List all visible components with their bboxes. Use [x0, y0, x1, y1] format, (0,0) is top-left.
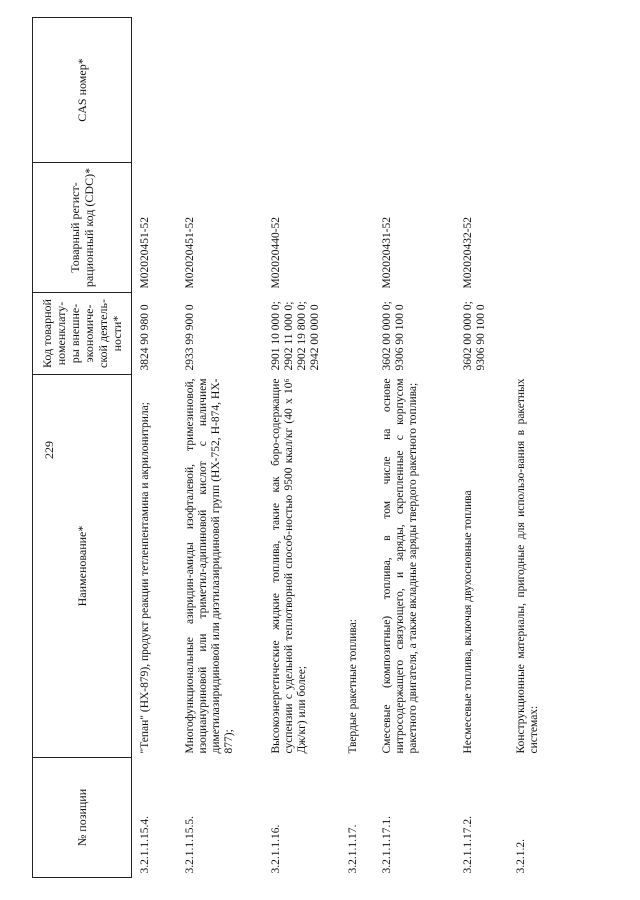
item-name-cell: Многофункциональные азиридин-амиды изофталевой, тримезиновой, изоциануриновой или триметил-адипиновой кислот с наличием диметилазиридиновой или диэтилазиридиновой групп (HX-752, H-874, HX-877);	[183, 378, 235, 754]
position-number-cell: 3.2.1.1.15.4.	[139, 816, 151, 874]
table-row	[184, 18, 270, 878]
cas-number-cell	[347, 18, 381, 163]
position-number-cell: 3.2.1.1.15.5.	[183, 816, 196, 874]
table-header-row	[33, 18, 132, 878]
cas-number-cell	[462, 18, 515, 163]
cas-number-cell	[381, 18, 462, 163]
item-name-cell: Твердые ракетные топлива:	[346, 619, 359, 754]
cas-number-cell	[184, 18, 270, 163]
header-tnved-code: Код товарной номенклату-ры внешне-экономиче-ской деятель-ности*	[33, 293, 132, 375]
tnved-code-cell	[184, 293, 270, 375]
item-name-cell: "Тепан" (HX-879), продукт реакции тетленпентамина и акрилонитрила;	[139, 402, 151, 754]
tnved-code-cell	[132, 293, 184, 375]
cdc-code-cell: M02020440-52	[269, 216, 282, 289]
nomenclature-table	[32, 17, 567, 878]
cas-number-cell	[270, 18, 347, 163]
position-number-cell: 3.2.1.2.	[514, 839, 527, 874]
table-row	[132, 18, 184, 878]
tnved-code-cell	[347, 293, 381, 375]
tnved-code-line: 2933 99 900 0	[183, 304, 196, 371]
cdc-code-cell	[347, 163, 381, 293]
position-number-cell: 3.2.1.1.17.	[346, 824, 359, 874]
table-row	[270, 18, 347, 878]
tnved-code-cell	[515, 293, 567, 375]
cdc-code-cell	[515, 163, 567, 293]
cas-number-cell	[515, 18, 567, 163]
cdc-code-cell: M02020431-52	[380, 216, 393, 289]
tnved-code-line: 9306 90 100 0	[474, 304, 487, 371]
tnved-code-line: 2901 10 000 0;	[269, 301, 282, 371]
position-number-cell: 3.2.1.1.17.2.	[461, 816, 474, 874]
header-cdc-code: Товарный регист-рационный код (CDC)*	[33, 163, 132, 293]
tnved-code-line: 2902 11 000 0;	[282, 301, 295, 371]
header-position-number: № позиции	[33, 758, 132, 878]
item-name-cell: Несмесевые топлива, включая двухосновные топлива	[461, 490, 474, 754]
tnved-code-cell	[462, 293, 515, 375]
table-row	[462, 18, 515, 878]
table-row	[347, 18, 381, 878]
tnved-code-cell	[270, 293, 347, 375]
tnved-code-line: 3602 00 000 0;	[380, 301, 393, 371]
tnved-code-line: 3602 00 000 0;	[461, 301, 474, 371]
position-number-cell: 3.2.1.1.16.	[269, 824, 282, 874]
item-name-cell: Высокоэнергетические жидкие топлива, такие как боро-содержащие суспензии с удельной теплотворной способ-ностью 9500 ккал/кг (40 х 10⁶ Дж/кг) или более;	[269, 378, 308, 754]
table-row	[515, 18, 567, 878]
nomenclature-table-wrapper	[32, 18, 615, 878]
table-body	[132, 18, 567, 878]
table-row	[381, 18, 462, 878]
header-name: Наименование*	[33, 375, 132, 758]
item-name-cell: Смесевые (композитные) топлива, в том числе на основе нитросодержащего связующего, и заряды, скрепленные с корпусом ракетного двигателя, а также вкладные заряды твердого ракетного топлива;	[380, 378, 419, 754]
cdc-code-cell: M02020432-52	[461, 216, 474, 289]
position-number-cell: 3.2.1.1.17.1.	[380, 816, 393, 874]
tnved-code-line: 3824 90 980 0	[139, 304, 151, 371]
item-name-cell: Конструкционные материалы, пригодные для использо-вания в ракетных системах:	[514, 378, 540, 754]
tnved-code-line: 2942 00 000 0	[308, 304, 321, 371]
cdc-code-cell: M02020451-52	[139, 216, 151, 289]
cdc-code-cell: M02020451-52	[183, 216, 196, 289]
tnved-code-line: 2902 19 800 0;	[295, 301, 308, 371]
cas-number-cell	[132, 18, 184, 163]
header-cas-number: CAS номер*	[33, 18, 132, 163]
tnved-code-line: 9306 90 100 0	[393, 304, 406, 371]
page-number: 229	[42, 441, 56, 459]
tnved-code-cell	[381, 293, 462, 375]
